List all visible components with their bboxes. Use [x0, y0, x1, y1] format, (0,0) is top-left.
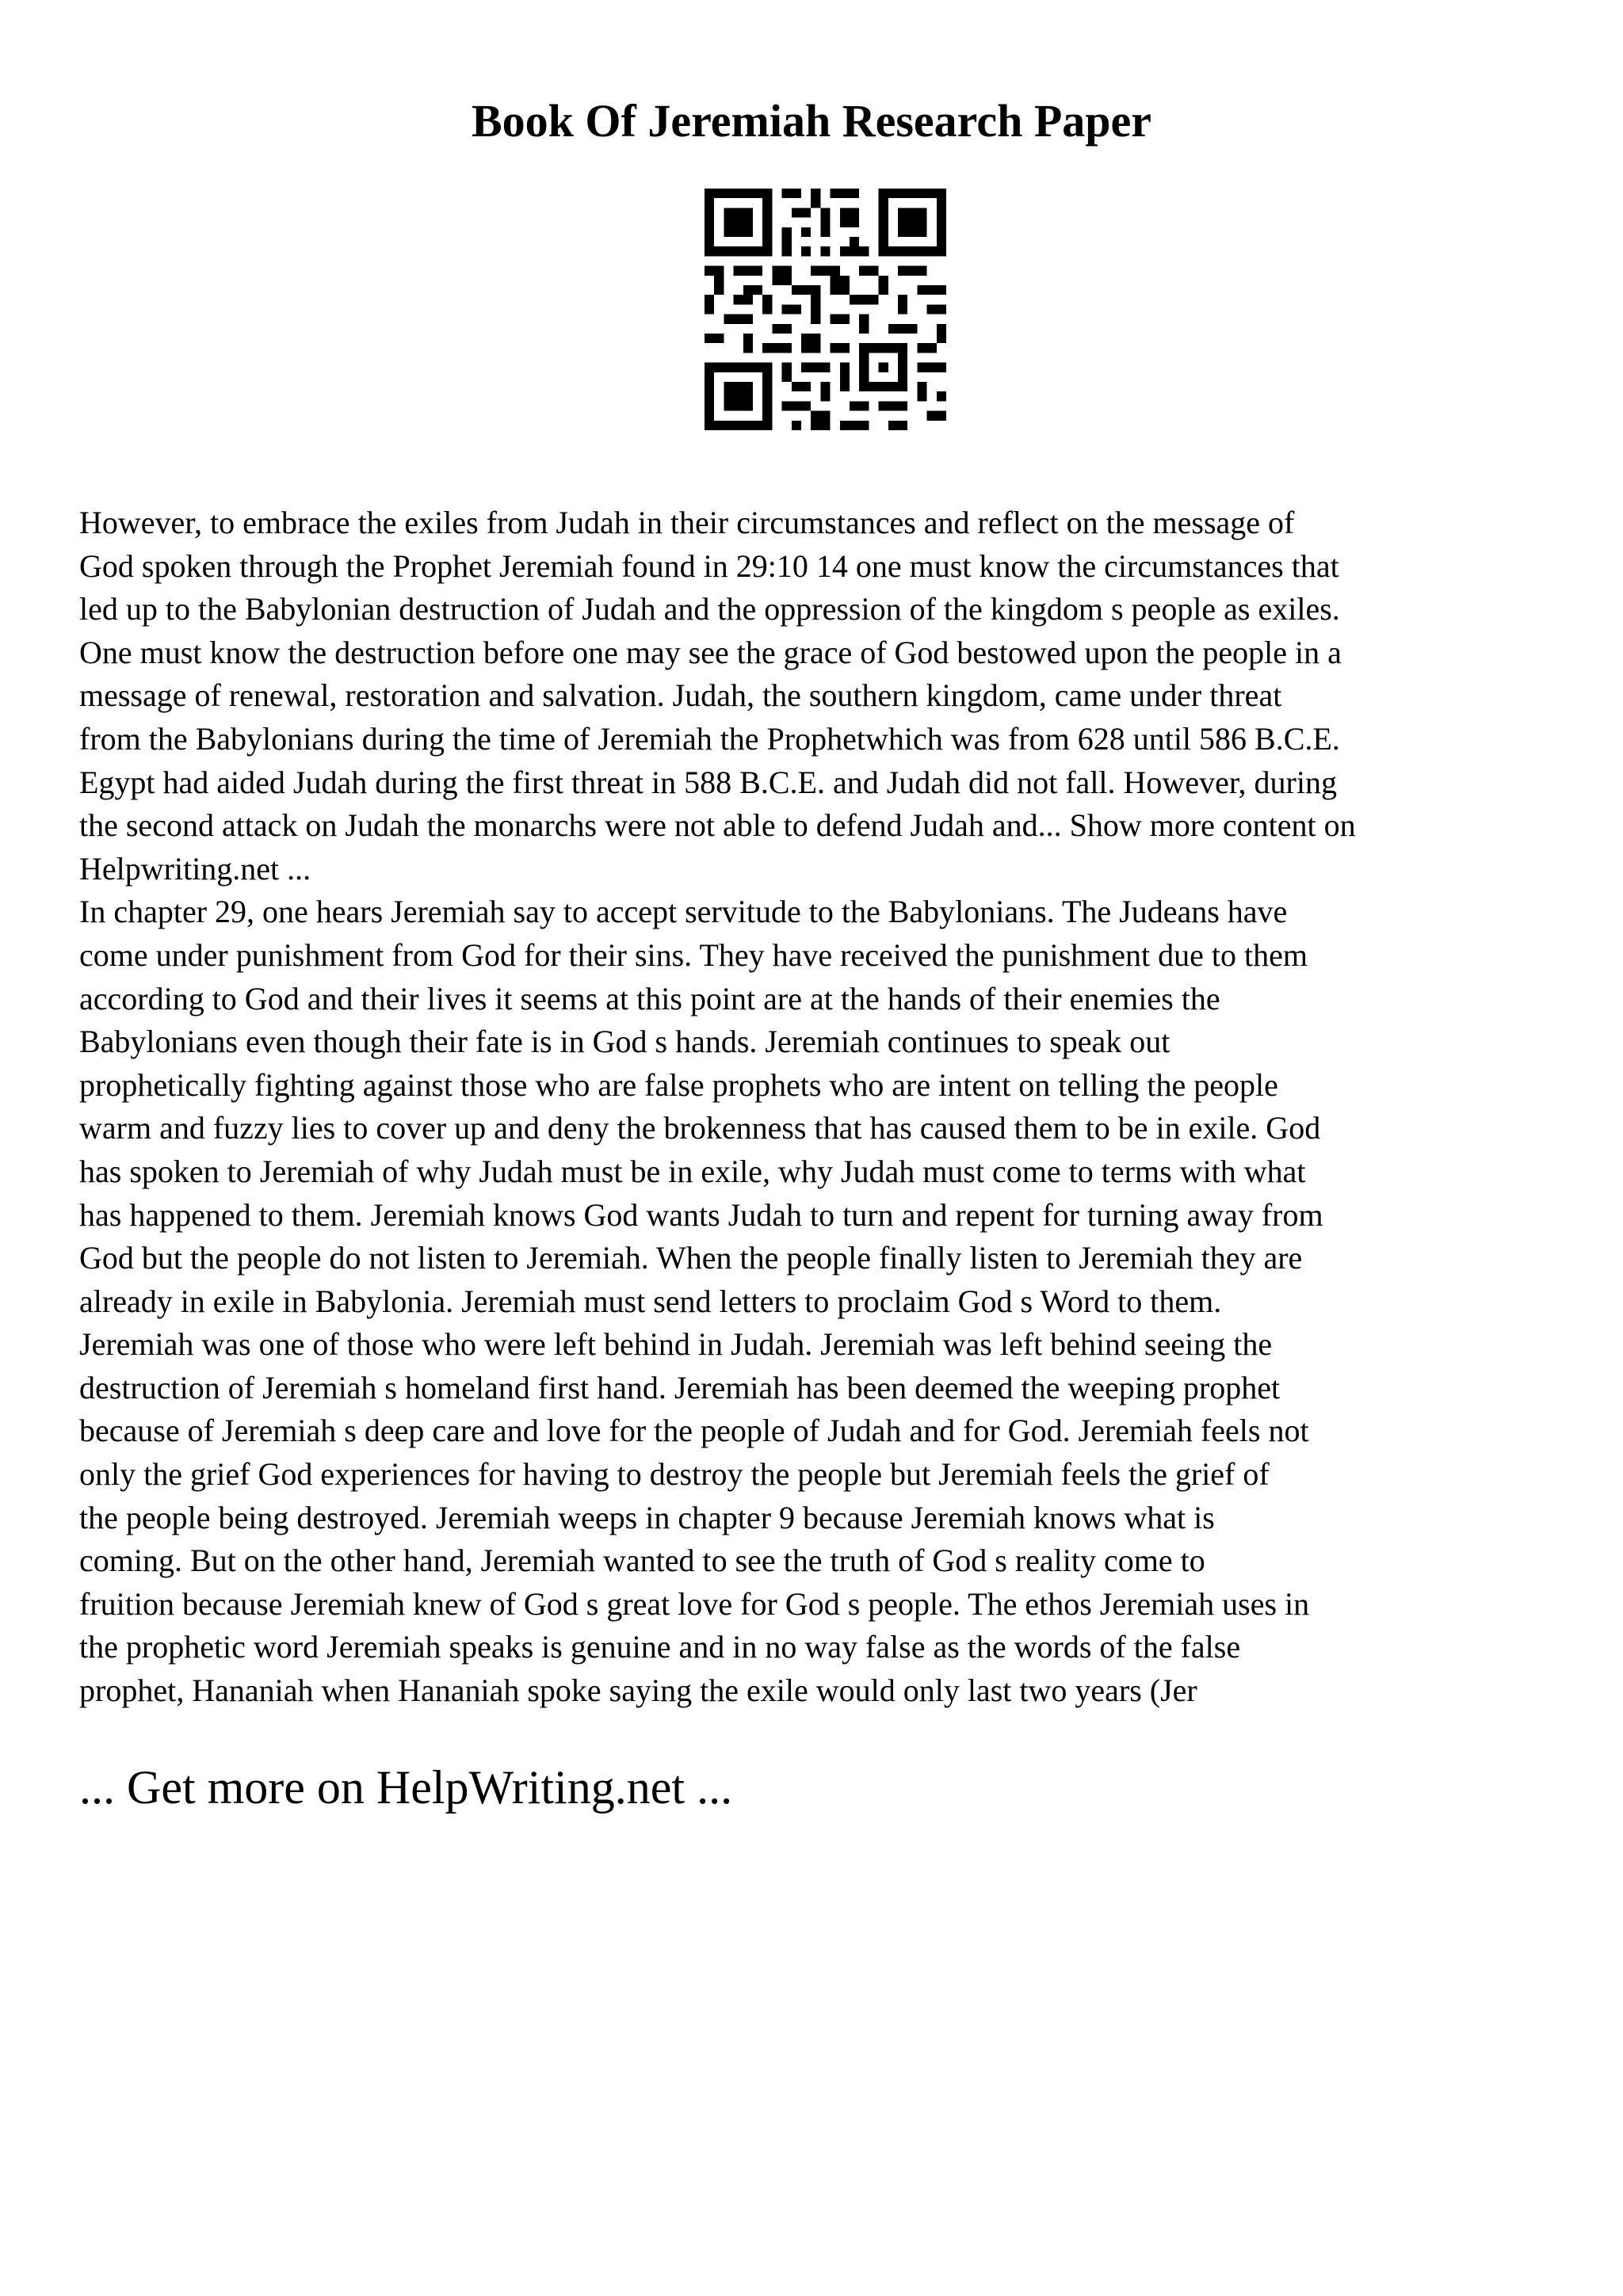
text-line: fruition because Jeremiah knew of God s great love for God s people. The ethos Jeremiah uses in — [79, 1585, 1310, 1622]
text-line: prophet, Hananiah when Hananiah spoke saying the exile would only last two years (Jer — [79, 1672, 1197, 1709]
text-line: come under punishment from God for their sins. They have received the punishment due to them — [79, 936, 1308, 973]
get-more-link[interactable]: ... Get more on HelpWriting.net ... — [79, 1761, 733, 1814]
page-title: Book Of Jeremiah Research Paper — [471, 95, 1152, 147]
text-line: only the grief God experiences for having to destroy the people but Jeremiah feels the grief of — [79, 1456, 1270, 1493]
text-line: In chapter 29, one hears Jeremiah say to accept servitude to the Babylonians. The Judeans have — [79, 894, 1288, 930]
text-line: coming. But on the other hand, Jeremiah wanted to see the truth of God s reality come to — [79, 1543, 1205, 1579]
text-line: Egypt had aided Judah during the first threat in 588 B.C.E. and Judah did not fall. However, during — [79, 764, 1337, 800]
text-line: One must know the destruction before one may see the grace of God bestowed upon the people in a — [79, 634, 1342, 670]
text-line: God but the people do not listen to Jeremiah. When the people finally listen to Jeremiah they are — [79, 1240, 1303, 1276]
article-body — [79, 502, 1569, 1713]
text-line: the prophetic word Jeremiah speaks is genuine and in no way false as the words of the false — [79, 1629, 1241, 1665]
text-line: Jeremiah was one of those who were left behind in Judah. Jeremiah was left behind seeing the — [79, 1326, 1273, 1363]
text-line: led up to the Babylonian destruction of Judah and the oppression of the kingdom s people as exiles. — [79, 591, 1340, 627]
qr-code[interactable] — [705, 189, 946, 430]
text-line: already in exile in Babylonia. Jeremiah must send letters to proclaim God s Word to them. — [79, 1283, 1222, 1319]
text-line: However, to embrace the exiles from Judah in their circumstances and reflect on the message of — [79, 505, 1295, 540]
paragraph-chapter-29 — [79, 891, 1569, 1712]
text-line: from the Babylonians during the time of Jeremiah the Prophetwhich was from 628 until 586 B.C.E. — [79, 720, 1340, 757]
text-line: has happened to them. Jeremiah knows God wants Judah to turn and repent for turning away from — [79, 1196, 1323, 1233]
text-line: according to God and their lives it seems at this point are at the hands of their enemies the — [79, 980, 1220, 1016]
text-line: the people being destroyed. Jeremiah weeps in chapter 9 because Jeremiah knows what is — [79, 1499, 1215, 1535]
text-line: God spoken through the Prophet Jeremiah found in 29:10 14 one must know the circumstances that — [79, 547, 1339, 584]
text-line: warm and fuzzy lies to cover up and deny the brokenness that has caused them to be in exile. God — [79, 1110, 1321, 1146]
text-line: Babylonians even though their fate is in God s hands. Jeremiah continues to speak out — [79, 1024, 1170, 1060]
text-line: Helpwriting.net ... — [79, 850, 311, 887]
text-line: because of Jeremiah s deep care and love for the people of Judah and for God. Jeremiah feels not — [79, 1413, 1309, 1449]
text-line: has spoken to Jeremiah of why Judah must be in exile, why Judah must come to terms with what — [79, 1153, 1306, 1189]
text-line: message of renewal, restoration and salvation. Judah, the southern kingdom, came under threat — [79, 677, 1282, 714]
text-line: the second attack on Judah the monarchs were not able to defend Judah and... Show more content on — [79, 807, 1356, 844]
text-line: prophetically fighting against those who are false prophets who are intent on telling the people — [79, 1066, 1278, 1103]
paragraph-intro — [79, 502, 1569, 891]
text-line: destruction of Jeremiah s homeland first hand. Jeremiah has been deemed the weeping prophet — [79, 1369, 1281, 1405]
